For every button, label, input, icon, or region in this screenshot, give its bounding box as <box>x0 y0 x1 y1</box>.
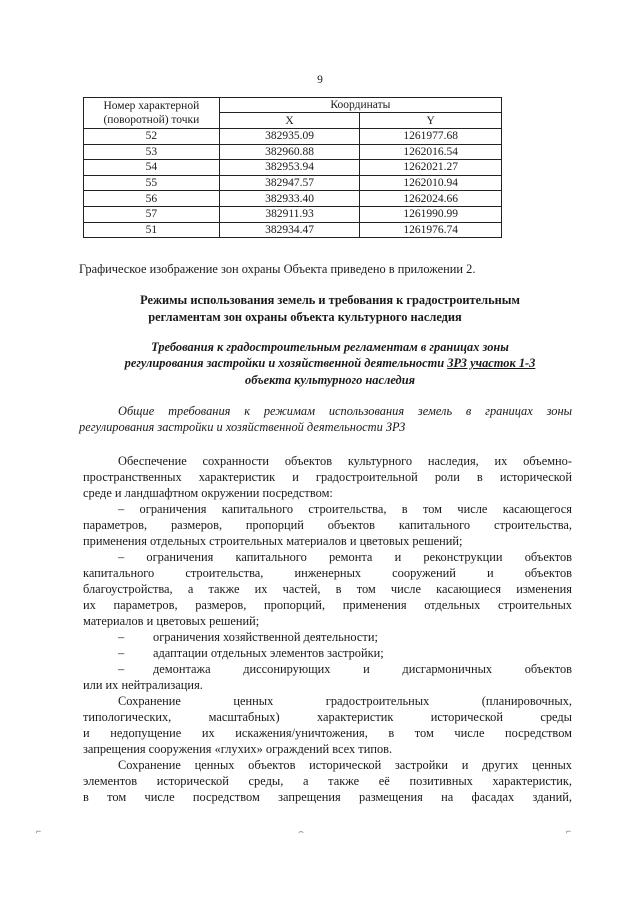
x-cell: 382933.40 <box>219 191 360 207</box>
table-row <box>84 206 502 222</box>
bullet-4-dash: – <box>118 646 125 660</box>
table-row <box>84 222 502 238</box>
bullet-2-line-4: их параметров, размеров, пропорций, применения отдельных строительных <box>83 598 572 612</box>
bullet-1-line-2: параметров, размеров, пропорций объектов капитального строительства, <box>83 518 572 532</box>
bullet-2-line-2: капитального строительства, инженерных сооружений и объектов <box>83 566 572 580</box>
point-cell: 56 <box>84 191 220 207</box>
point-cell: 51 <box>84 222 220 238</box>
point-number-header: Номер характерной (поворотной) точки <box>84 98 220 129</box>
y-cell: 1261977.68 <box>360 129 502 145</box>
x-cell: 382947.57 <box>219 175 360 191</box>
point-cell: 54 <box>84 160 220 176</box>
point-cell: 53 <box>84 144 220 160</box>
paragraph-2-line-1: Сохранение ценных градостроительных (планировочных, <box>118 694 572 708</box>
scan-mark-center: ⌢ <box>298 826 304 836</box>
general-requirements-line-2: регулирования застройки и хозяйственной деятельности ЗРЗ <box>79 420 406 434</box>
paragraph-1-line-1: Обеспечение сохранности объектов культурного наследия, их объемно- <box>118 454 572 468</box>
y-cell: 1262024.66 <box>360 191 502 207</box>
bullet-1-line-1: – ограничения капитального строительства, в том числе касающегося <box>118 502 572 516</box>
point-cell: 55 <box>84 175 220 191</box>
y-cell: 1261976.74 <box>360 222 502 238</box>
bullet-5-line-1: демонтажа диссонирующих и дисгармоничных объектов <box>153 662 572 676</box>
y-column-header: Y <box>360 113 502 129</box>
y-cell: 1262010.94 <box>360 175 502 191</box>
bullet-2-line-5: материалов и цветовых решений; <box>83 614 260 628</box>
x-cell: 382911.93 <box>219 206 360 222</box>
table-row <box>84 144 502 160</box>
bullet-2-line-3: благоустройства, а также их частей, в том числе касающиеся изменения <box>83 582 572 596</box>
page-number: 9 <box>317 74 323 86</box>
table-row <box>84 191 502 207</box>
paragraph-1-line-2: пространственных характеристик и градостроительной роли в исторической <box>83 470 572 484</box>
table-row <box>84 160 502 176</box>
y-cell: 1262021.27 <box>360 160 502 176</box>
x-cell: 382953.94 <box>219 160 360 176</box>
bullet-4-text: адаптации отдельных элементов застройки; <box>153 646 384 660</box>
y-cell: 1262016.54 <box>360 144 502 160</box>
paragraph-2-line-4: запрещения сооружения «глухих» ограждений всех типов. <box>83 742 393 756</box>
bullet-2-line-1: – ограничения капитального ремонта и реконструкции объектов <box>118 550 572 564</box>
y-cell: 1261990.99 <box>360 206 502 222</box>
paragraph-2-line-2: типологических, масштабных) характеристик исторической среды <box>83 710 572 724</box>
scan-mark-right: ⌐ <box>566 826 572 836</box>
point-cell: 52 <box>84 129 220 145</box>
subheading-line-2-text: регулирования застройки и хозяйственной деятельности <box>124 356 448 370</box>
coordinates-table <box>83 97 502 238</box>
paragraph-3-line-3: в том числе посредством запрещения размещения на фасадах зданий, <box>83 790 572 804</box>
x-cell: 382934.47 <box>219 222 360 238</box>
x-cell: 382935.09 <box>219 129 360 145</box>
subheading-line-1: Требования к градостроительным регламентам в границах зоны <box>151 340 509 354</box>
paragraph-1-line-3: среде и ландшафтном окружении посредством: <box>83 486 333 500</box>
table-row <box>84 129 502 145</box>
bullet-3-text: ограничения хозяйственной деятельности; <box>153 630 378 644</box>
x-column-header: X <box>219 113 360 129</box>
table-row <box>84 175 502 191</box>
section-heading-line-1: Режимы использования земель и требования к градостроительным <box>140 293 520 307</box>
section-heading-line-2: регламентам зон охраны объекта культурного наследия <box>148 310 462 324</box>
coordinates-header: Координаты <box>219 98 501 113</box>
bullet-5-dash: – <box>118 662 125 676</box>
appendix-note: Графическое изображение зон охраны Объекта приведено в приложении 2. <box>79 262 476 276</box>
scan-mark-left: ⌐ <box>36 826 42 836</box>
zone-link[interactable]: ЗРЗ участок 1-3 <box>447 356 536 370</box>
x-cell: 382960.88 <box>219 144 360 160</box>
bullet-3-dash: – <box>118 630 125 644</box>
bullet-1-line-3: применения отдельных строительных материалов и цветовых решений; <box>83 534 463 548</box>
subheading-line-3: объекта культурного наследия <box>245 373 415 387</box>
paragraph-3-line-2: элементов исторической среды, а также её позитивных характеристик, <box>83 774 572 788</box>
subheading-line-2 <box>90 356 570 372</box>
general-requirements-line-1: Общие требования к режимам использования земель в границах зоны <box>118 404 572 418</box>
bullet-5-line-2: или их нейтрализация. <box>83 678 203 692</box>
paragraph-2-line-3: и недопущение их искажения/уничтожения, в том числе посредством <box>83 726 572 740</box>
paragraph-3-line-1: Сохранение ценных объектов исторической застройки и других ценных <box>118 758 572 772</box>
point-cell: 57 <box>84 206 220 222</box>
